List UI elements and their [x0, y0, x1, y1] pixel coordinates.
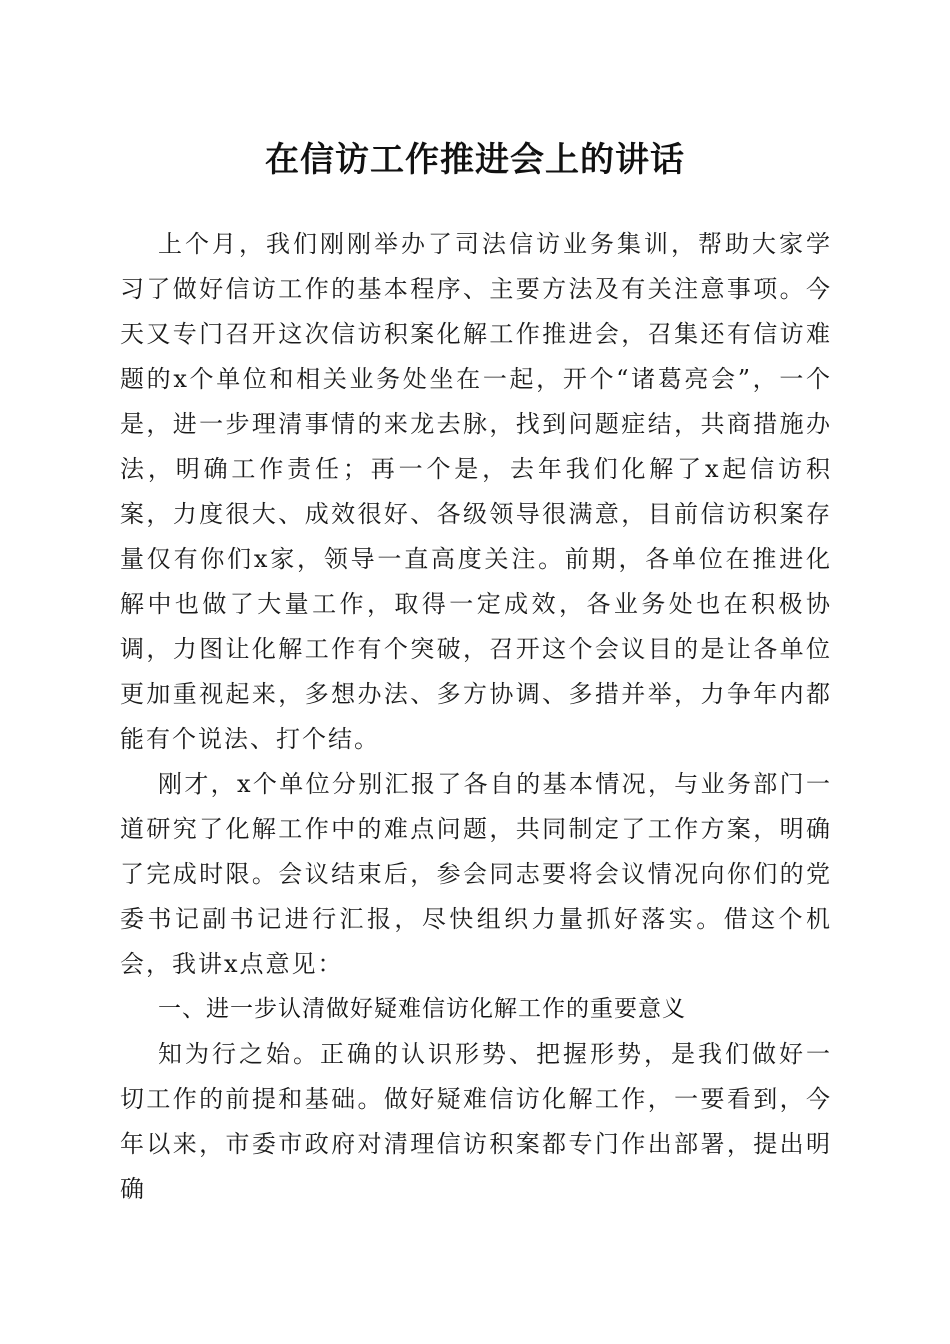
section-paragraph: 知为行之始。正确的认识形势、把握形势，是我们做好一切工作的前提和基础。做好疑难信访化解工作，一要看到，今年以来，市委市政府对清理信访积案都专门作出部署，提出明确	[120, 1040, 832, 1203]
document-title: 在信访工作推进会上的讲话	[265, 140, 685, 180]
paragraph-intro: 上个月，我们刚刚举办了司法信访业务集训，帮助大家学习了做好信访工作的基本程序、主要方法及有关注意事项。今天又专门召开这次信访积案化解工作推进会，召集还有信访难题的x个单位和相关业务处坐在一起，开个“诸葛亮会”，一个是，进一步理清事情的来龙去脉，找到问题症结，共商措施办法，明确工作责任；再一个是，去年我们化解了x起信访积案，力度很大、成效很好、各级领导很满意，目前信访积案存量仅有你们x家，领导一直高度关注。前期，各单位在推进化解中也做了大量工作，取得一定成效，各业务处也在积极协调，力图让化解工作有个突破，召开这个会议目的是让各单位更加重视起来，多想办法、多方协调、多措并举，力争年内都能有个说法、打个结。	[120, 230, 832, 753]
document-body	[120, 222, 832, 1212]
section-heading: 一、进一步认清做好疑难信访化解工作的重要意义	[158, 996, 686, 1022]
paragraph-meeting-summary: 刚才，x个单位分别汇报了各自的基本情况，与业务部门一道研究了化解工作中的难点问题，共同制定了工作方案，明确了完成时限。会议结束后，参会同志要将会议情况向你们的党委书记副书记进行汇报，尽快组织力量抓好落实。借这个机会，我讲x点意见：	[120, 770, 832, 978]
